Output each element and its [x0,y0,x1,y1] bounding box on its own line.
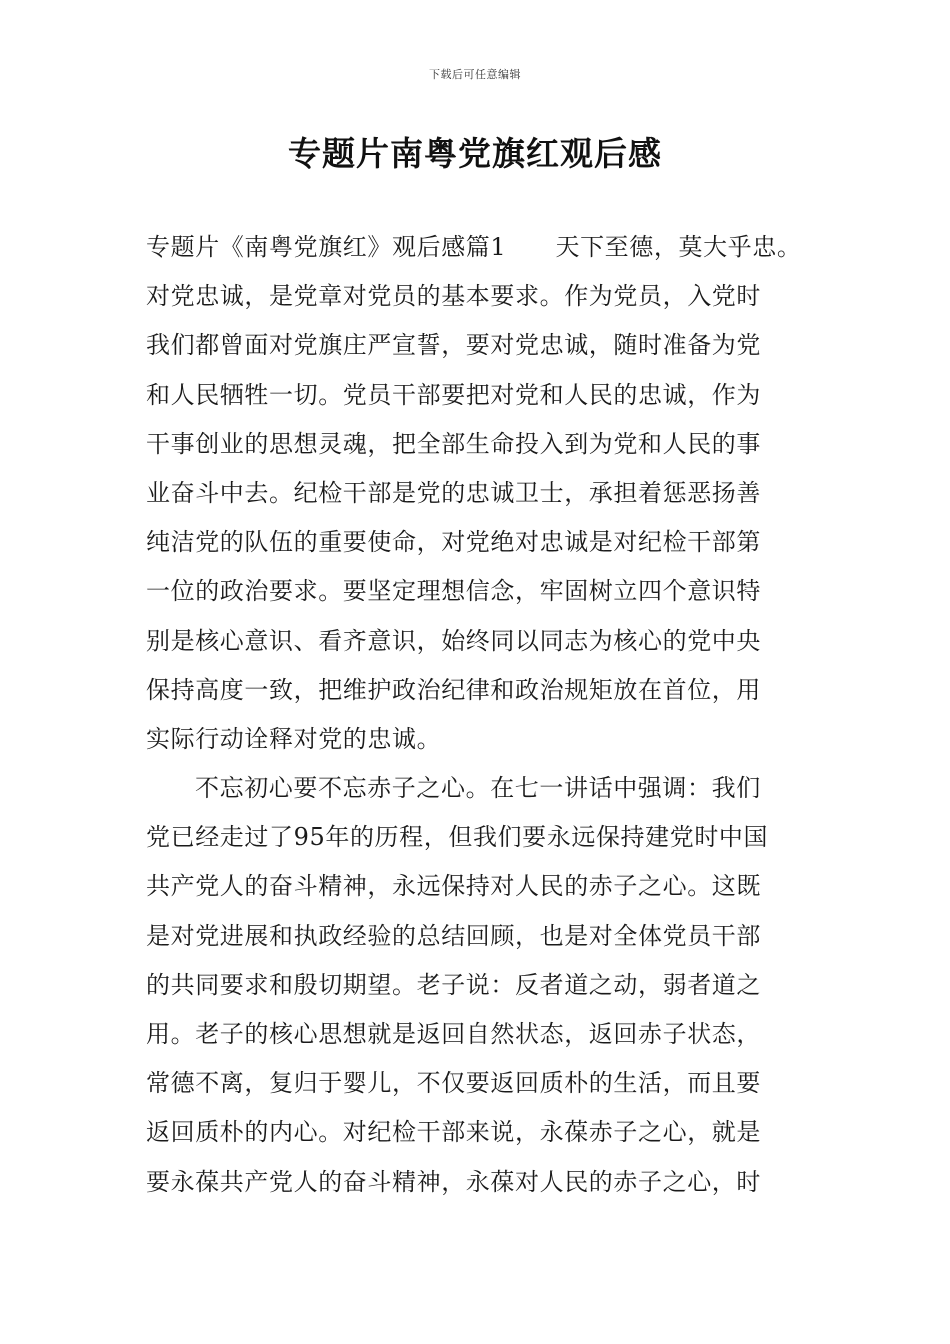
text-line: 实际行动诠释对党的忠诚。 [146,724,442,753]
text-line: 是对党进展和执政经验的总结回顾，也是对全体党员干部 [146,921,761,950]
text-line: 不忘初心要不忘赤子之心。在七一讲话中强调：我们 [195,774,761,803]
text-line: 共产党人的奋斗精神，永远保持对人民的赤子之心。这既 [146,872,761,901]
text-line: 保持高度一致，把维护政治纪律和政治规矩放在首位，用 [146,675,761,704]
text-line: 别是核心意识、看齐意识，始终同以同志为核心的党中央 [146,626,761,655]
text-line: 和人民牺牲一切。党员干部要把对党和人民的忠诚，作为 [146,380,761,409]
document-title: 专题片南粤党旗红观后感 [288,134,662,173]
text-line: 返回质朴的内心。对纪检干部来说，永葆赤子之心，就是 [146,1118,761,1147]
text-line: 用。老子的核心思想就是返回自然状态，返回赤子状态， [146,1020,761,1048]
text-line: 常德不离，复归于婴儿，不仅要返回质朴的生活，而且要 [146,1069,761,1098]
text-line: 专题片《南粤党旗红》观后感篇1 天下至德，莫大乎忠。 [146,233,802,261]
text-line: 党已经走过了95年的历程，但我们要永远保持建党时中国 [146,823,769,852]
text-line: 一位的政治要求。要坚定理想信念，牢固树立四个意识特 [146,577,761,606]
text-line: 的共同要求和殷切期望。老子说：反者道之动，弱者道之 [146,970,761,999]
text-line: 我们都曾面对党旗庄严宣誓，要对党忠诚，随时准备为党 [146,331,761,360]
text-line: 干事创业的思想灵魂，把全部生命投入到为党和人民的事 [146,429,761,458]
paragraph-2 [146,764,826,1207]
header-note: 下载后可任意编辑 [429,68,521,81]
text-line: 对党忠诚，是党章对党员的基本要求。作为党员，入党时 [146,282,761,311]
text-line: 业奋斗中去。纪检干部是党的忠诚卫士，承担着惩恶扬善 [146,478,761,507]
document-body [146,223,826,1207]
text-line: 要永葆共产党人的奋斗精神，永葆对人民的赤子之心，时 [146,1167,761,1196]
paragraph-1 [146,223,826,764]
text-line: 纯洁党的队伍的重要使命，对党绝对忠诚是对纪检干部第 [146,528,761,557]
